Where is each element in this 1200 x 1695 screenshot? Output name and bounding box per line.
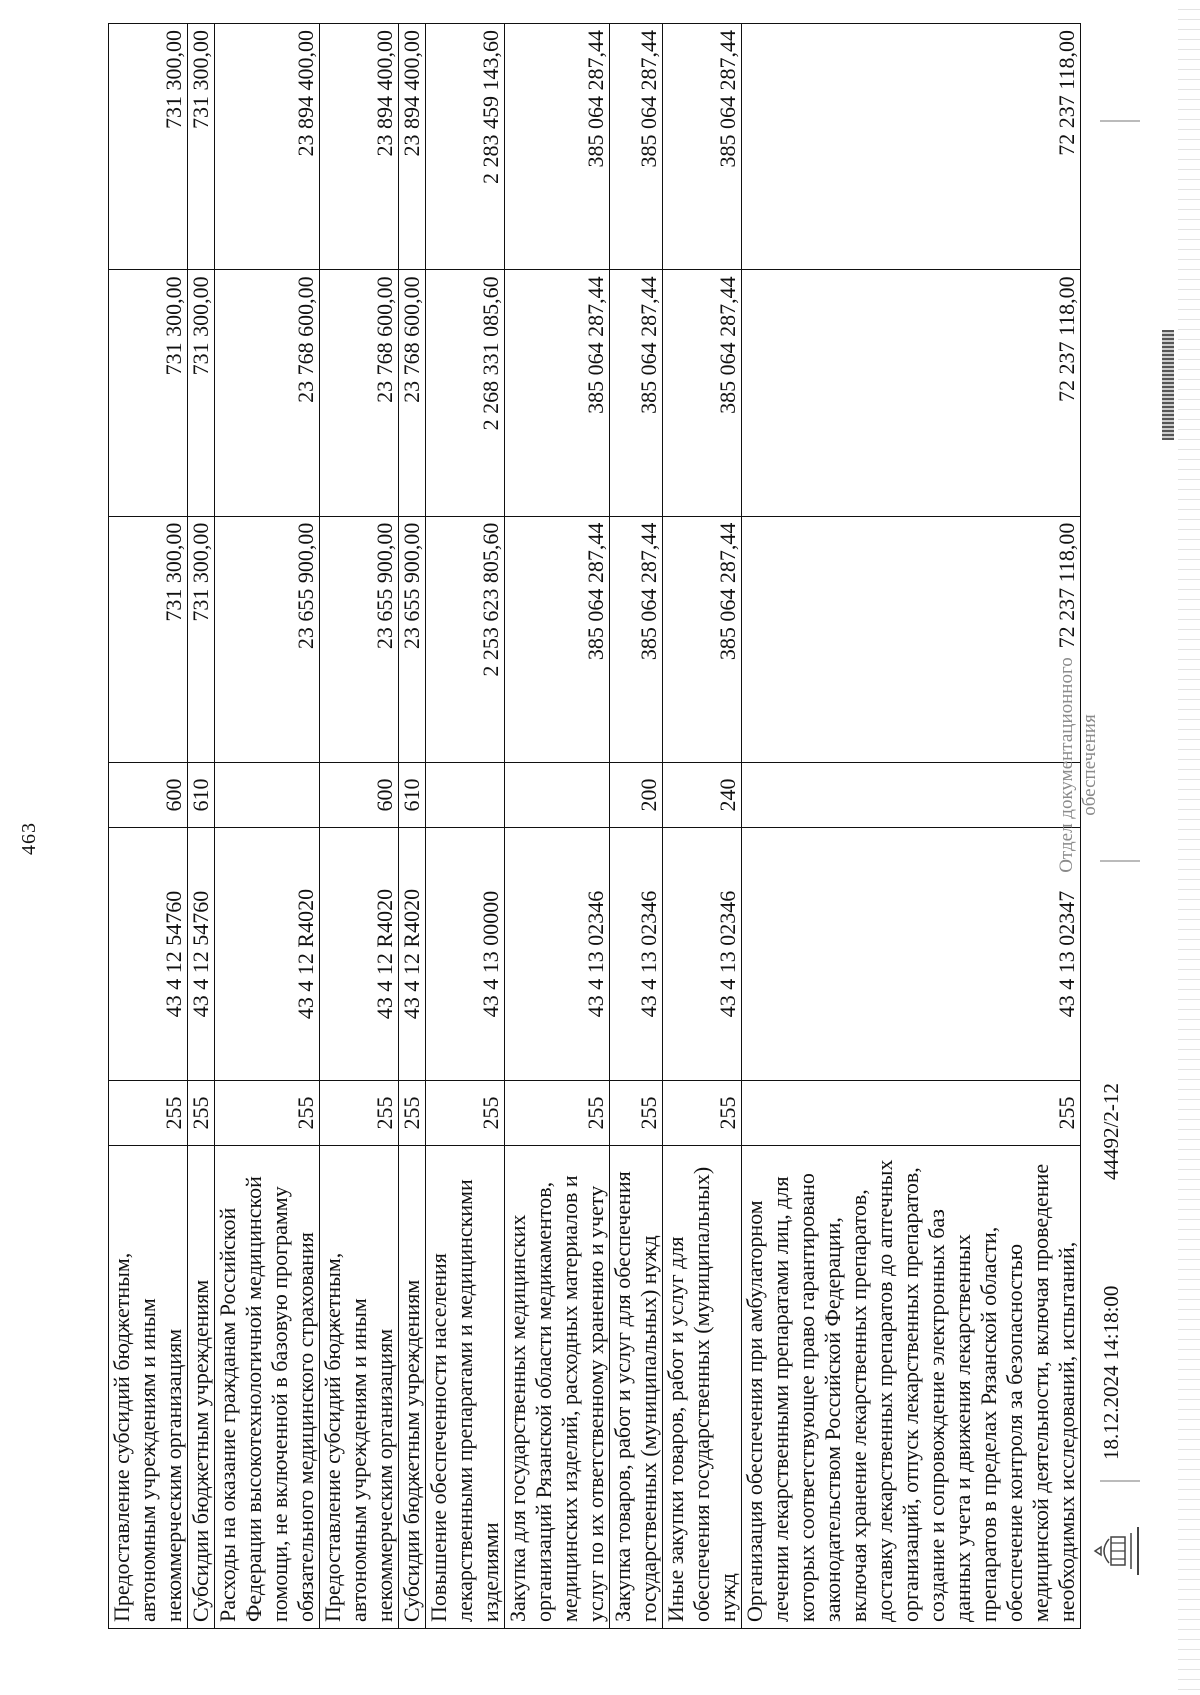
cell-expense-type: 600 [109, 763, 188, 828]
cell-sum-1: 72 237 118,00 [742, 516, 1081, 762]
cell-expense-type: 600 [320, 763, 399, 828]
cell-sum-2: 385 064 287,44 [663, 270, 742, 516]
footer-department-line2: обеспечения [1079, 714, 1100, 816]
cell-expense-type [742, 763, 1081, 828]
cell-name: Повышение обеспеченности населения лекарственными препаратами и медицинскими изделиями [426, 1146, 505, 1629]
cell-target-item: 43 4 12 R4020 [320, 828, 399, 1081]
cell-sum-2: 23 768 600,00 [320, 270, 399, 516]
cell-expense-type: 610 [188, 763, 215, 828]
cell-target-item: 43 4 13 02346 [663, 828, 742, 1081]
page-number: 463 [18, 822, 40, 855]
cell-target-item: 43 4 12 54760 [188, 828, 215, 1081]
cell-target-item: 43 4 12 R4020 [399, 828, 426, 1081]
cell-code: 255 [426, 1081, 505, 1146]
cell-code: 255 [505, 1081, 610, 1146]
cell-code: 255 [188, 1081, 215, 1146]
cell-sum-2: 72 237 118,00 [742, 270, 1081, 516]
cell-code: 255 [399, 1081, 426, 1146]
table-row [320, 24, 399, 1629]
cell-name: Иные закупки товаров, работ и услуг для обеспечения государственных (муниципальных) нужд [663, 1146, 742, 1629]
cell-code: 255 [610, 1081, 663, 1146]
cell-name: Расходы на оказание гражданам Российской Федерации высокотехнологичной медицинской помощи, не включенной в базовую программу обязательного медицинского страхования [215, 1146, 320, 1629]
table-row [188, 24, 215, 1629]
footer-department-line1: Отдел документационного [1056, 657, 1077, 873]
footer-date: 18.12.2024 14:18:00 [1099, 1285, 1123, 1460]
cell-code: 255 [215, 1081, 320, 1146]
cell-target-item: 43 4 12 54760 [109, 828, 188, 1081]
cell-name: Предоставление субсидий бюджетным, автономным учреждениям и иным некоммерческим организациям [109, 1146, 188, 1629]
table-row [399, 24, 426, 1629]
footer-department [1055, 615, 1101, 915]
cell-sum-3: 2 283 459 143,60 [426, 24, 505, 270]
cell-expense-type: 200 [610, 763, 663, 828]
cell-sum-3: 385 064 287,44 [610, 24, 663, 270]
cell-sum-2: 23 768 600,00 [399, 270, 426, 516]
cell-target-item: 43 4 12 R4020 [215, 828, 320, 1081]
cell-sum-2: 385 064 287,44 [610, 270, 663, 516]
cell-name: Субсидии бюджетным учреждениям [188, 1146, 215, 1629]
cell-expense-type: 610 [399, 763, 426, 828]
cell-sum-1: 2 253 623 805,60 [426, 516, 505, 762]
cell-sum-3: 23 894 400,00 [399, 24, 426, 270]
cell-name: Организация обеспечения при амбулаторном лечении лекарственными препаратами лиц, для которых соответствующее право гарантировано законодательством Российской Федерации, включая хранение лекарственных препаратов, доставку лекарственных препаратов до аптечных организаций, отпуск лекарственных препаратов, создание и сопровождение электронных баз данных учета и движения лекарственных препаратов в пределах Рязанской области, обеспечение контроля за безопасностью медицинской деятельности, включая проведение необходимых исследований, испытаний, [742, 1146, 1081, 1629]
cell-sum-1: 385 064 287,44 [610, 516, 663, 762]
cell-code: 255 [320, 1081, 399, 1146]
emblem-stamp [1091, 1527, 1139, 1575]
cell-sum-1: 731 300,00 [109, 516, 188, 762]
cell-expense-type: 240 [663, 763, 742, 828]
cell-sum-2: 385 064 287,44 [505, 270, 610, 516]
cell-sum-1: 385 064 287,44 [505, 516, 610, 762]
cell-sum-2: 731 300,00 [109, 270, 188, 516]
cell-sum-1: 23 655 900,00 [215, 516, 320, 762]
cell-target-item: 43 4 13 02346 [610, 828, 663, 1081]
cell-sum-1: 23 655 900,00 [399, 516, 426, 762]
cell-code: 255 [742, 1081, 1081, 1146]
cell-target-item: 43 4 13 00000 [426, 828, 505, 1081]
budget-table-body [109, 24, 1081, 1629]
emblem-icon [1091, 1527, 1137, 1575]
table-row [663, 24, 742, 1629]
cell-sum-3: 385 064 287,44 [663, 24, 742, 270]
table-row [109, 24, 188, 1629]
cell-expense-type [505, 763, 610, 828]
cell-code: 255 [109, 1081, 188, 1146]
budget-table [108, 23, 1081, 1629]
cell-expense-type [426, 763, 505, 828]
cell-sum-3: 23 894 400,00 [215, 24, 320, 270]
cell-sum-3: 385 064 287,44 [505, 24, 610, 270]
cell-target-item: 43 4 13 02347 [742, 828, 1081, 1081]
cell-code: 255 [663, 1081, 742, 1146]
cell-sum-3: 72 237 118,00 [742, 24, 1081, 270]
table-row [610, 24, 663, 1629]
cell-sum-1: 385 064 287,44 [663, 516, 742, 762]
cell-name: Закупка товаров, работ и услуг для обеспечения государственных (муниципальных) нужд [610, 1146, 663, 1629]
cell-sum-2: 23 768 600,00 [215, 270, 320, 516]
footer-doc-number: 44492/2-12 [1099, 1083, 1123, 1180]
table-row [426, 24, 505, 1629]
table-row [505, 24, 610, 1629]
cell-sum-3: 731 300,00 [188, 24, 215, 270]
table-row [215, 24, 320, 1629]
cell-sum-2: 731 300,00 [188, 270, 215, 516]
table-row [742, 24, 1081, 1629]
cell-expense-type [215, 763, 320, 828]
cell-sum-3: 23 894 400,00 [320, 24, 399, 270]
cell-name: Субсидии бюджетным учреждениям [399, 1146, 426, 1629]
cell-sum-1: 23 655 900,00 [320, 516, 399, 762]
cell-sum-1: 731 300,00 [188, 516, 215, 762]
cell-name: Закупка для государственных медицинских организаций Рязанской области медикаментов, медицинских изделий, расходных материалов и услуг по их ответственному хранению и учету [505, 1146, 610, 1629]
cell-sum-2: 2 268 331 085,60 [426, 270, 505, 516]
cell-name: Предоставление субсидий бюджетным, автономным учреждениям и иным некоммерческим организациям [320, 1146, 399, 1629]
cell-sum-3: 731 300,00 [109, 24, 188, 270]
cell-target-item: 43 4 13 02346 [505, 828, 610, 1081]
page-footer [1055, 0, 1195, 1695]
